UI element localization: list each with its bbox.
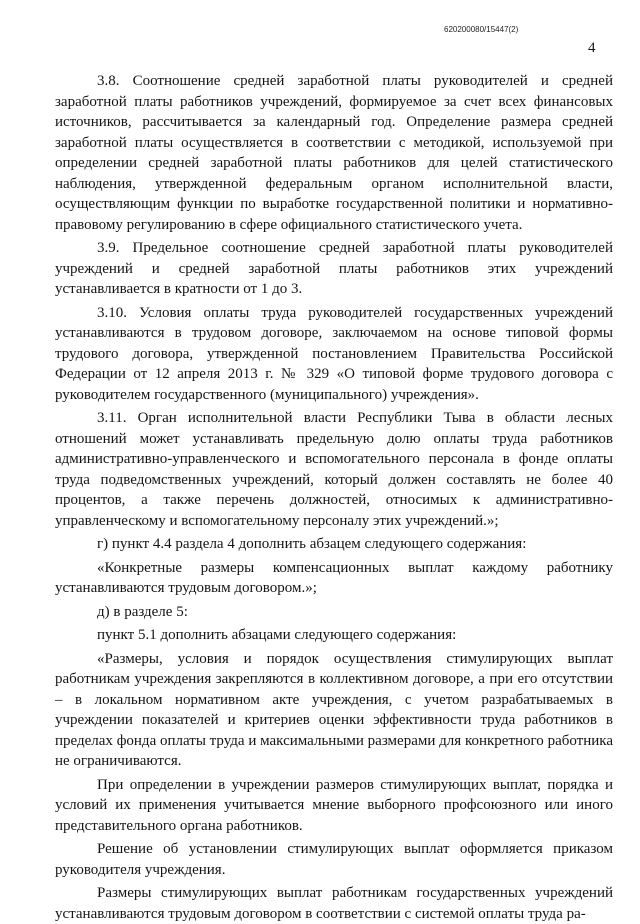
paragraph-union-opinion: При определении в учреждении размеров стимулирующих выплат, порядка и условий их применения учитывается мнение выборного профсоюзного или иного представительного органа работников. [55,776,613,834]
paragraph-compensation: «Конкретные размеры компенсационных выплат каждому работнику устанавливаются трудовым договором.»; [55,559,613,596]
paragraph-3-8: 3.8. Соотношение средней заработной платы руководителей и средней заработной платы работников учреждений, формируемое за счет всех финансовых источников, рассчитывается за календарный год. Определение размера средней заработной платы осуществляется в соответствии с методикой, используемой при определении средней заработной платы работников для целей статистического наблюдения, утвержденной федеральным органом исполнительной власти, осуществляющим функции по выработке государственной политики и нормативно-правовому регулированию в сфере официального статистического учета. [55,73,613,233]
paragraph-stimulating-payments: «Размеры, условия и порядок осуществления стимулирующих выплат работникам учреждения закрепляются в коллективном договоре, а при его отсутствии – в локальном нормативном акте учреждения, с учетом разрабатываемых в учреждении показателей и критериев оценки эффективности труда работников в пределах фонда оплаты труда и максимальными размерами для конкретного работника не ограничиваются. [55,650,613,769]
document-code: 620200080/15447(2) [444,25,519,34]
paragraph-3-11: 3.11. Орган исполнительной власти Республики Тыва в области лесных отношений может устанавливать предельную долю оплаты труда работников административно-управленческого и вспомогательного персонала в фонде оплаты труда подведомственных учреждений, который должен составлять не более 40 процентов, а также перечень должностей, относимых к административно-управленческому и вспомогательному персоналу этих учреждений.»; [55,410,613,529]
document-body [55,71,613,924]
paragraph-order-decision: Решение об установлении стимулирующих выплат оформляется приказом руководителя учреждения. [55,841,613,878]
paragraph-3-9: 3.9. Предельное соотношение средней заработной платы руководителей учреждений и средней заработной платы работников этих учреждений устанавливается в кратности от 1 до 3. [55,240,613,297]
paragraph-item-d: д) в разделе 5: [97,603,188,620]
paragraph-item-g: г) пункт 4.4 раздела 4 дополнить абзацем следующего содержания: [97,536,527,552]
paragraph-payment-sizes: Размеры стимулирующих выплат работникам государственных учреждений устанавливаются трудовым договором в соответствии с системой оплаты труда ра- [55,885,613,922]
page-number: 4 [588,40,596,56]
paragraph-3-10: 3.10. Условия оплаты труда руководителей государственных учреждений устанавливаются в трудовом договоре, заключаемом на основе типовой формы трудового договора, утвержденной постановлением Правительства Российской Федерации от 12 апреля 2013 г. № 329 «О типовой форме трудового договора с руководителем государственного (муниципального) учреждения». [55,304,613,403]
paragraph-point-5-1: пункт 5.1 дополнить абзацами следующего содержания: [97,627,457,643]
